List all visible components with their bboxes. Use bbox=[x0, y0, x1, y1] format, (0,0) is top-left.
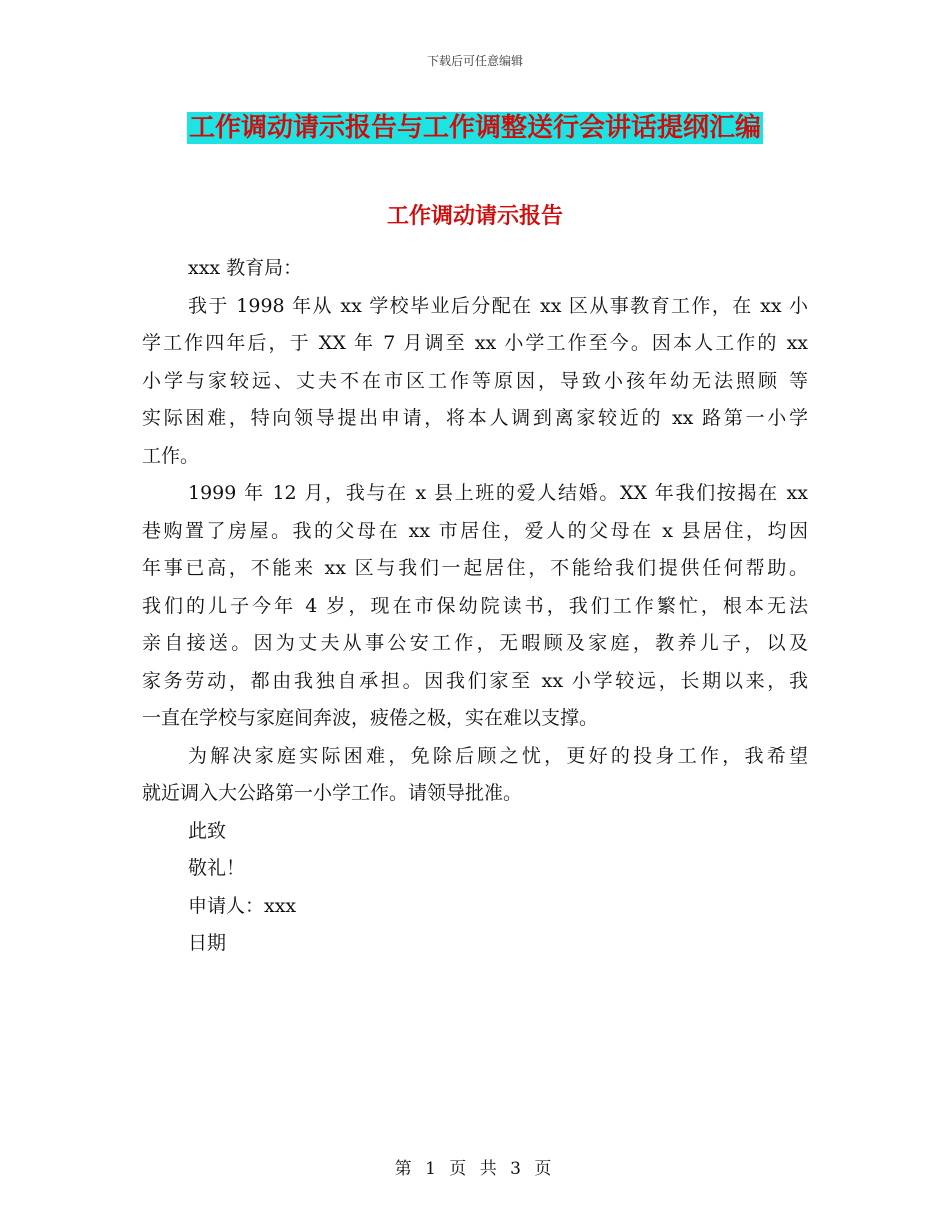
paragraph-2-line: 我们的儿子今年 4 岁，现在市保幼院读书，我们工作繁忙，根本无法 bbox=[142, 594, 808, 617]
subtitle: 工作调动请示报告 bbox=[386, 204, 563, 229]
closing-line-2: 敬礼！ bbox=[188, 857, 246, 879]
header-note: 下载后可任意编辑 bbox=[426, 54, 523, 68]
paragraph-1-line: 工作。 bbox=[142, 444, 200, 467]
document-body bbox=[142, 250, 808, 963]
paragraph-1-line: 实际困难，特向领导提出申请，将本人调到离家较近的 xx 路第一小学 bbox=[142, 407, 808, 429]
paragraph-2-line: 亲自接送。因为丈夫从事公安工作，无暇顾及家庭，教养儿子，以及 bbox=[142, 632, 808, 654]
paragraph-2-line: 家务劳动，都由我独自承担。因我们家至 xx 小学较远，长期以来，我 bbox=[142, 669, 808, 692]
paragraph-1-line: 我于 1998 年从 xx 学校毕业后分配在 xx 区从事教育工作，在 xx 小 bbox=[188, 294, 808, 317]
main-title: 工作调动请示报告与工作调整送行会讲话提纲汇编 bbox=[188, 113, 761, 143]
paragraph-2-line: 年事已高，不能来 xx 区与我们一起居住，不能给我们提供任何帮助。 bbox=[142, 557, 808, 579]
closing-line-1: 此致 bbox=[188, 819, 227, 842]
main-title-wrap bbox=[0, 112, 950, 144]
salutation: xxx 教育局： bbox=[188, 257, 303, 279]
paragraph-2-line: 1999 年 12 月，我与在 x 县上班的爱人结婚。XX 年我们按揭在 xx bbox=[188, 482, 808, 504]
paragraph-3-line: 为解决家庭实际困难，免除后顾之忧，更好的投身工作，我希望 bbox=[188, 744, 808, 767]
date-line: 日期 bbox=[188, 932, 227, 954]
paragraph-1-line: 小学与家较远、丈夫不在市区工作等原因，导致小孩年幼无法照顾 等 bbox=[142, 369, 808, 392]
applicant-line: 申请人：xxx bbox=[188, 894, 297, 917]
paragraph-3-line: 就近调入大公路第一小学工作。请领导批准。 bbox=[142, 782, 523, 804]
paragraph-2-line: 巷购置了房屋。我的父母在 xx 市居住，爱人的父母在 x 县居住，均因 bbox=[142, 519, 808, 542]
paragraph-2-line: 一直在学校与家庭间奔波，疲倦之极，实在难以支撑。 bbox=[142, 707, 599, 729]
page-footer: 第 1 页 共 3 页 bbox=[394, 1159, 556, 1179]
paragraph-1-line: 学工作四年后，于 XX 年 7 月调至 xx 小学工作至今。因本人工作的 xx bbox=[142, 332, 808, 354]
